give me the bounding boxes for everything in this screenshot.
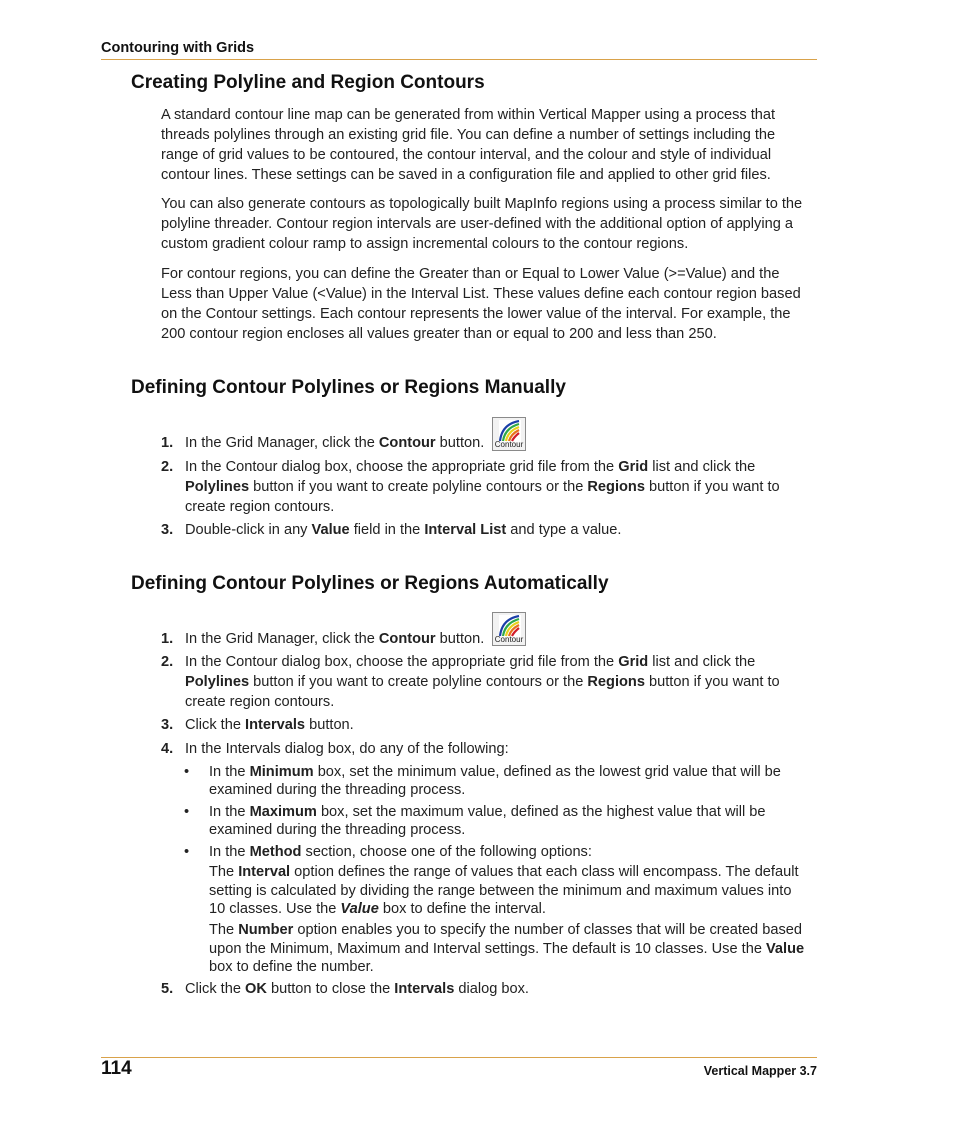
footer-rule xyxy=(101,1057,817,1058)
section-heading-creating: Creating Polyline and Region Contours xyxy=(131,72,485,93)
step-number: 4. xyxy=(161,741,174,757)
bullet-text: In the Maximum box, set the maximum value, defined as the highest value that will be examined during the threading process. xyxy=(209,804,766,838)
step-number: 3. xyxy=(161,717,174,733)
page-number: 114 xyxy=(101,1058,132,1079)
step-auto-1 xyxy=(161,629,821,649)
contour-button-label: Contour xyxy=(494,635,524,644)
step-text: Click the Intervals button. xyxy=(185,717,354,733)
text-line: threads polylines through an existing grid file. You can define a number of settings including the xyxy=(161,127,776,143)
text-line: contour lines. These settings can be saved in a configuration file and applied to other grid files. xyxy=(161,167,771,183)
text-line: range of grid values to be contoured, the contour interval, and the colour and style of individual xyxy=(161,147,772,163)
step-number: 2. xyxy=(161,459,174,475)
step-auto-5 xyxy=(161,979,821,999)
step-auto-4 xyxy=(161,739,821,759)
text-line: custom gradient colour ramp to assign incremental colours to the contour regions. xyxy=(161,236,689,252)
bullet-text: In the Method section, choose one of the following options: xyxy=(209,844,592,860)
text-line: A standard contour line map can be generated from within Vertical Mapper using a process that xyxy=(161,107,776,123)
step-manual-3 xyxy=(161,520,821,540)
text-line: 200 contour region encloses all values greater than or equal to 200 and less than 250. xyxy=(161,326,717,342)
step-text: In the Grid Manager, click the Contour button. xyxy=(185,435,485,451)
section-heading-manually: Defining Contour Polylines or Regions Manually xyxy=(131,377,566,398)
step-number: 1. xyxy=(161,435,174,451)
section-heading-automatically: Defining Contour Polylines or Regions Automatically xyxy=(131,573,609,594)
step-number: 3. xyxy=(161,522,174,538)
paragraph-2 xyxy=(161,194,821,254)
contour-button[interactable] xyxy=(492,417,526,451)
header-rule xyxy=(101,59,817,60)
contour-button[interactable] xyxy=(492,612,526,646)
step-text: In the Contour dialog box, choose the appropriate grid file from the Grid list and click the Polylines button if you want to create polyline contours or the Regions button if you want to create region contours. xyxy=(185,654,780,710)
paragraph-1 xyxy=(161,105,821,185)
step-number: 2. xyxy=(161,654,174,670)
bullet-method xyxy=(184,843,824,861)
step-number: 5. xyxy=(161,981,174,997)
interval-option-note: The Interval option defines the range of values that each class will encompass. The default setting is calculated by dividing the range between the minimum and maximum values into 10 classes. Use the Value box to define the interval. xyxy=(209,864,799,917)
bullet-dot: • xyxy=(184,764,190,780)
bullet-maximum xyxy=(184,803,824,839)
step-text: Double-click in any Value field in the Interval List and type a value. xyxy=(185,522,622,538)
step-manual-2 xyxy=(161,457,821,517)
bullet-dot: • xyxy=(184,804,190,820)
running-header: Contouring with Grids xyxy=(101,40,255,56)
step-manual-1 xyxy=(161,433,821,453)
text-line: Less than Upper Value (<Value) in the Interval List. These values define each contour region based xyxy=(161,286,801,302)
step-text: In the Contour dialog box, choose the appropriate grid file from the Grid list and click the Polylines button if you want to create polyline contours or the Regions button if you want to create region contours. xyxy=(185,459,780,515)
bullet-minimum xyxy=(184,763,824,799)
contour-icon xyxy=(499,615,521,637)
step-number: 1. xyxy=(161,631,174,647)
text-line: on the Contour settings. Each contour represents the lower value of the interval. For example, the xyxy=(161,306,791,322)
step-text: In the Intervals dialog box, do any of the following: xyxy=(185,741,509,757)
footer-title: Vertical Mapper 3.7 xyxy=(703,1064,817,1078)
paragraph-3 xyxy=(161,264,821,344)
text-line: You can also generate contours as topologically built MapInfo regions using a process similar to the xyxy=(161,196,803,212)
contour-button-label: Contour xyxy=(494,440,524,449)
step-auto-3 xyxy=(161,715,821,735)
step-text: In the Grid Manager, click the Contour button. xyxy=(185,631,485,647)
text-line: polyline threader. Contour region intervals are user-defined with the additional option of applying a xyxy=(161,216,793,232)
bullet-dot: • xyxy=(184,844,190,860)
step-text: Click the OK button to close the Intervals dialog box. xyxy=(185,981,529,997)
contour-icon xyxy=(499,420,521,442)
step-auto-2 xyxy=(161,652,821,712)
text-line: For contour regions, you can define the Greater than or Equal to Lower Value (>=Value) and the xyxy=(161,266,780,282)
bullet-text: In the Minimum box, set the minimum value, defined as the lowest grid value that will be examined during the threading process. xyxy=(209,764,781,798)
number-option-note: The Number option enables you to specify the number of classes that will be created based upon the Minimum, Maximum and Interval settings. The default is 10 classes. Use the Value box to define the number. xyxy=(209,922,805,975)
